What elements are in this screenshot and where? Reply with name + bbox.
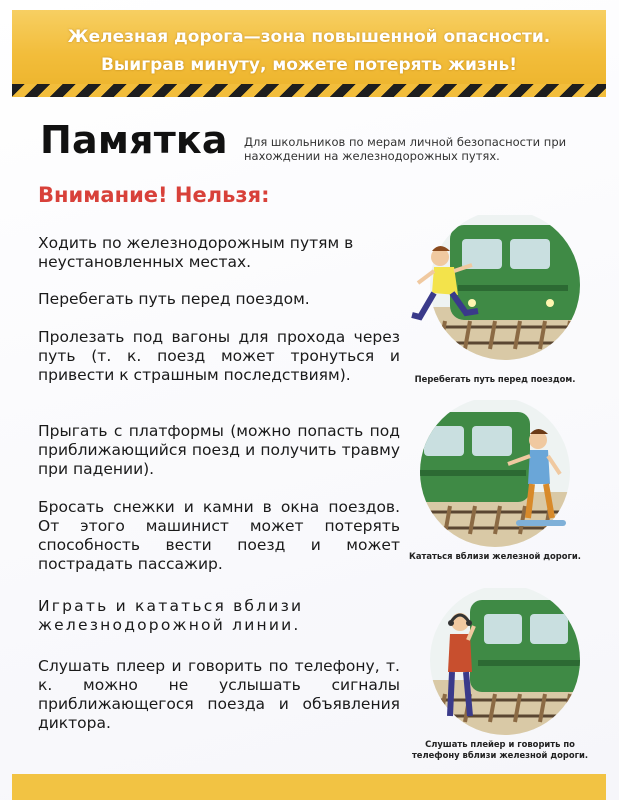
rule-item: Перебегать путь перед поездом.: [38, 290, 310, 308]
banner-line-2: Выиграв минуту, можете потерять жизнь!: [100, 55, 518, 75]
skateboard-boy-train-icon: [410, 400, 585, 550]
illustration-caption: Перебегать путь перед поездом.: [414, 374, 576, 384]
headphones-boy-train-icon: [410, 588, 585, 738]
rule-item: Прыгать с платформы (можно попасть под приближающийся поезд и получить травму при падении).: [38, 422, 400, 478]
illustration-caption: Кататься вблизи железной дороги.: [409, 551, 581, 561]
attention-heading: Внимание! Нельзя:: [38, 183, 270, 207]
page-title: Памятка: [40, 118, 228, 162]
banner-line-1: Железная дорога—зона повышенной опасности.: [67, 27, 551, 47]
page-subtitle: Для школьников по мерам личной безопасности при нахождении на железнодорожных путях.: [244, 135, 567, 163]
rule-item: Бросать снежки и камни в окна поездов. От этого машинист может потерять способность вести поезд и может пострадать пассажир.: [38, 498, 400, 573]
rule-item: Пролезать под вагоны для прохода через путь (т. к. поезд может тронуться и привести к страшным последствиям).: [38, 328, 400, 384]
rule-item: Играть и кататься вблизи железнодорожной линии.: [38, 597, 304, 634]
running-boy-train-icon: [410, 215, 585, 365]
illustration-caption: Слушать плейер и говорить по телефону вблизи железной дороги.: [411, 739, 589, 760]
rule-item: Ходить по железнодорожным путям в неустановленных местах.: [38, 234, 354, 271]
rule-item: Слушать плеер и говорить по телефону, т. к. можно не услышать сигналы приближающегося поезда и объявления диктора.: [38, 657, 400, 732]
footer-stripe: [12, 774, 606, 800]
hazard-stripe: [12, 84, 606, 97]
warning-banner: [12, 10, 606, 84]
